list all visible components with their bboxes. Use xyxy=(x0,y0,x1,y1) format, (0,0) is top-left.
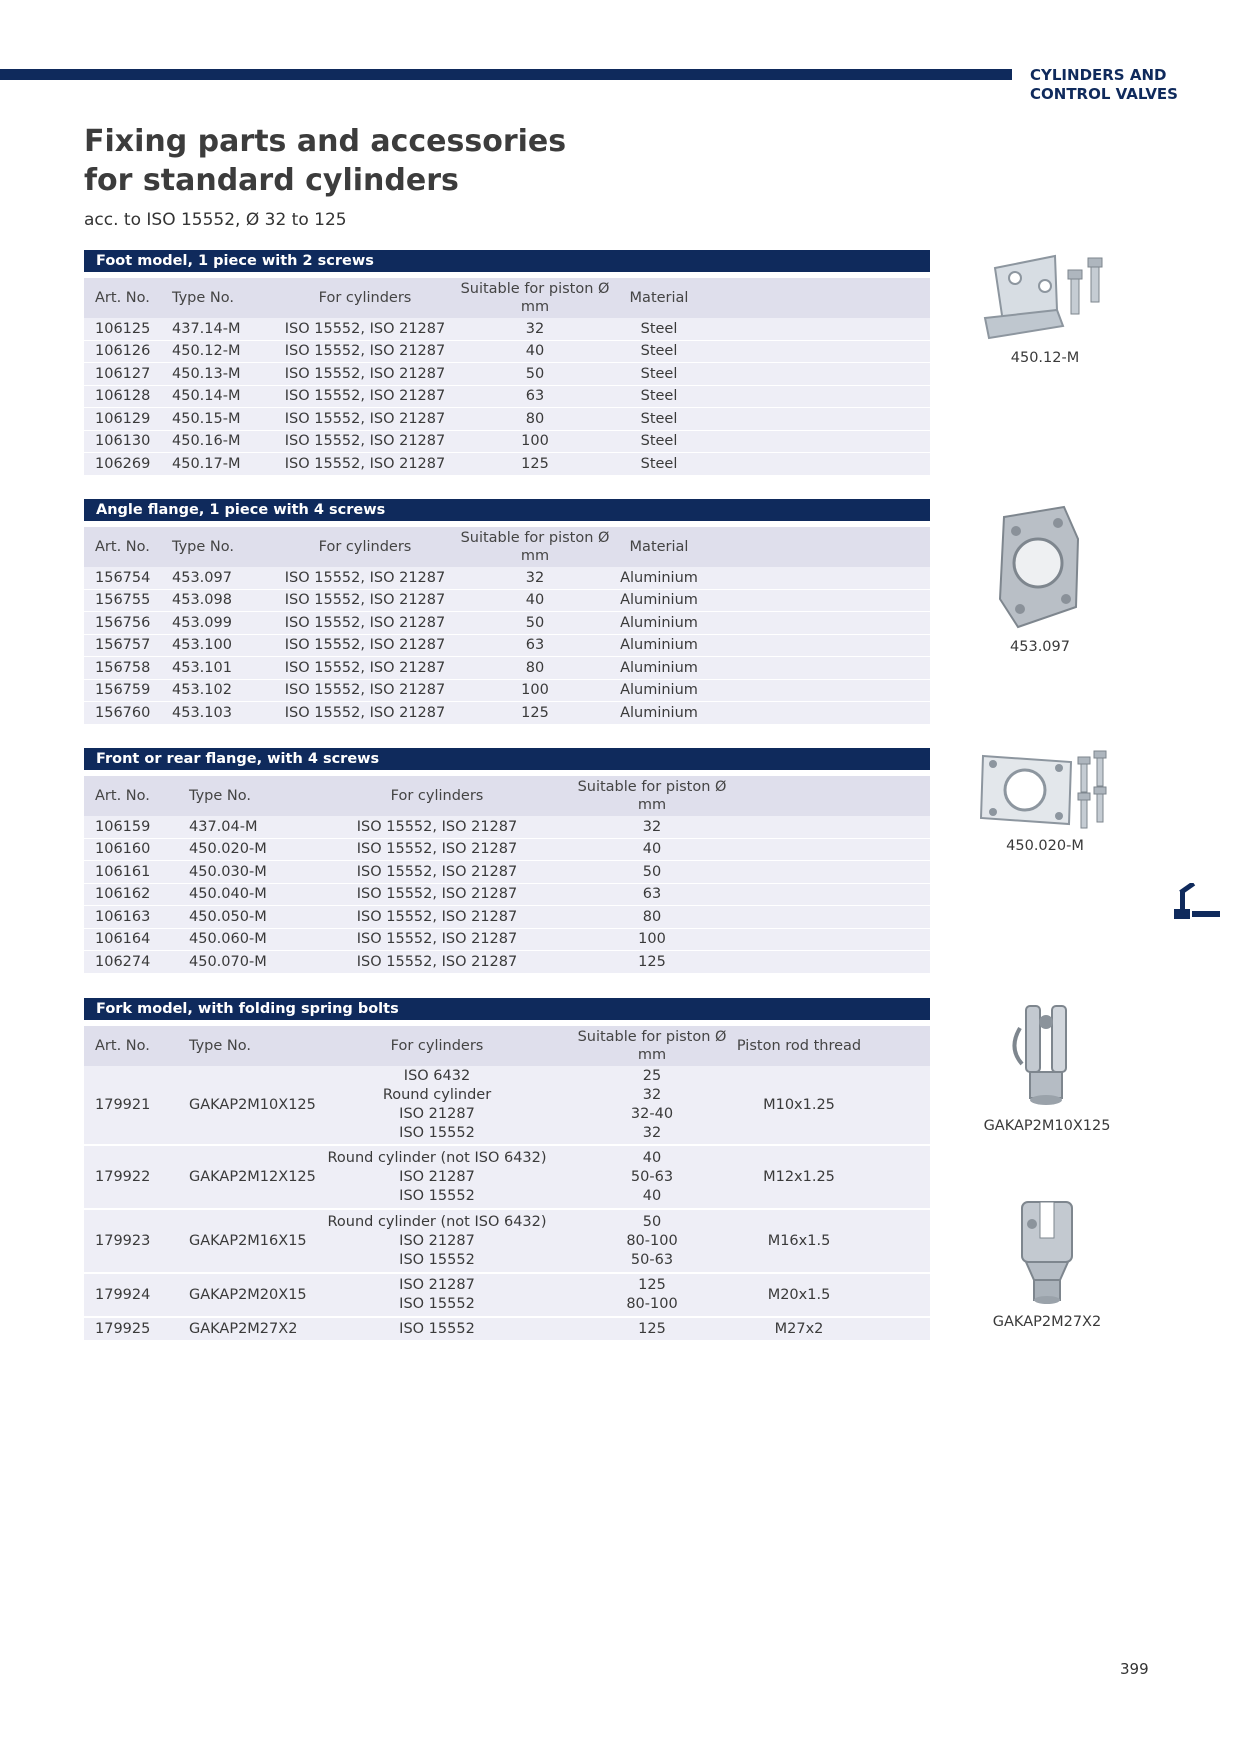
table-header xyxy=(84,278,930,318)
cell-material: Steel xyxy=(640,365,678,382)
cell-type-no: GAKAP2M10X125 xyxy=(189,1097,316,1113)
cell-for-cylinders: ISO 15552, ISO 21287 xyxy=(356,818,518,835)
cell-for-cylinders: ISO 15552, ISO 21287 xyxy=(356,863,518,880)
product-foot-bracket xyxy=(970,248,1120,366)
cell-art-no: 106125 xyxy=(95,320,151,337)
cell-material: Aluminium xyxy=(620,614,698,631)
table-row xyxy=(84,816,930,839)
col-for-cylinders: For cylinders xyxy=(318,539,412,555)
cell-piston-rod-thread: M16x1.5 xyxy=(767,1233,831,1249)
piston-entry: 50 xyxy=(642,1213,662,1230)
table-row xyxy=(84,929,930,952)
cell-art-no: 106127 xyxy=(95,365,151,382)
cell-type-no: 450.050-M xyxy=(189,908,267,925)
cell-type-no: 437.14-M xyxy=(172,320,241,337)
piston-entry: 40 xyxy=(642,1187,662,1204)
cell-piston xyxy=(567,1066,737,1144)
cell-material: Aluminium xyxy=(620,704,698,721)
cell-for-cylinders: ISO 15552, ISO 21287 xyxy=(284,388,446,405)
cell-piston: 50 xyxy=(642,863,662,880)
cell-piston: 40 xyxy=(525,343,545,360)
cell-type-no: 450.12-M xyxy=(172,343,241,360)
cell-art-no: 106126 xyxy=(95,343,151,360)
product-rod-clevis xyxy=(972,1196,1122,1330)
cell-art-no: 156754 xyxy=(95,569,151,586)
cell-material: Aluminium xyxy=(620,592,698,609)
cylinder-entry: ISO 15552 xyxy=(399,1251,475,1268)
table-row xyxy=(84,567,930,590)
piston-entry: 40 xyxy=(642,1149,662,1166)
flange-plate-icon xyxy=(975,748,1115,832)
col-material: Material xyxy=(629,290,689,306)
cell-piston xyxy=(567,1210,737,1272)
cell-piston: 125 xyxy=(521,704,549,721)
table-row xyxy=(84,341,930,364)
product-label: 450.020-M xyxy=(1006,838,1084,854)
table-row xyxy=(84,318,930,341)
cell-art-no: 179922 xyxy=(95,1169,151,1185)
section-title: Foot model, 1 piece with 2 screws xyxy=(84,250,930,272)
cell-type-no: 453.099 xyxy=(172,614,232,631)
cell-type-no: 453.102 xyxy=(172,682,232,699)
cell-for-cylinders: ISO 15552, ISO 21287 xyxy=(284,592,446,609)
section-front-rear-flange xyxy=(84,748,930,974)
cell-type-no: 450.17-M xyxy=(172,455,241,472)
col-art-no: Art. No. xyxy=(95,788,150,804)
col-piston xyxy=(450,527,620,567)
cell-piston: 40 xyxy=(525,592,545,609)
cell-piston: 80 xyxy=(525,410,545,427)
cell-for-cylinders: ISO 15552, ISO 21287 xyxy=(356,841,518,858)
cell-piston: 32 xyxy=(525,320,545,337)
cell-type-no: 450.020-M xyxy=(189,841,267,858)
cell-piston: 100 xyxy=(521,682,549,699)
cell-type-no: 450.060-M xyxy=(189,931,267,948)
product-angle-flange xyxy=(965,503,1115,655)
product-flange-plate xyxy=(970,748,1120,854)
cell-for-cylinders: ISO 15552, ISO 21287 xyxy=(284,659,446,676)
col-for-cylinders: For cylinders xyxy=(390,1038,484,1054)
cell-piston: 40 xyxy=(642,841,662,858)
section-title: Angle flange, 1 piece with 4 screws xyxy=(84,499,930,521)
cell-art-no: 106161 xyxy=(95,863,151,880)
cell-art-no: 156760 xyxy=(95,704,151,721)
cylinder-entry: ISO 15552 xyxy=(399,1296,475,1312)
cylinder-entry: ISO 21287 xyxy=(399,1106,475,1122)
table-row xyxy=(84,884,930,907)
cell-type-no: 450.16-M xyxy=(172,433,241,450)
cell-type-no: GAKAP2M20X15 xyxy=(189,1287,307,1303)
cell-for-cylinders: ISO 15552, ISO 21287 xyxy=(284,320,446,337)
table-row xyxy=(84,1066,930,1146)
cell-type-no: 450.040-M xyxy=(189,886,267,903)
piston-entry: 32-40 xyxy=(630,1106,674,1122)
cell-material: Aluminium xyxy=(620,569,698,586)
col-piston xyxy=(450,278,620,318)
cell-for-cylinders: ISO 15552, ISO 21287 xyxy=(356,886,518,903)
table-row xyxy=(84,951,930,974)
cell-piston-rod-thread: M20x1.5 xyxy=(767,1287,831,1303)
cell-for-cylinders: ISO 15552, ISO 21287 xyxy=(284,682,446,699)
piston-entry: 80-100 xyxy=(626,1296,678,1312)
table-row xyxy=(84,453,930,476)
cell-piston: 100 xyxy=(638,931,666,948)
page-title-line1: Fixing parts and accessories xyxy=(84,124,567,159)
cylinder-entry: ISO 21287 xyxy=(399,1232,475,1249)
col-piston-unit: mm xyxy=(520,299,550,315)
col-art-no: Art. No. xyxy=(95,290,150,306)
table-row xyxy=(84,657,930,680)
cell-for-cylinders: ISO 15552, ISO 21287 xyxy=(356,908,518,925)
cell-art-no: 179925 xyxy=(95,1321,151,1337)
table-row xyxy=(84,1146,930,1210)
col-type-no: Type No. xyxy=(189,788,251,804)
col-piston-unit: mm xyxy=(637,1047,667,1063)
cell-piston-rod-thread: M10x1.25 xyxy=(763,1097,835,1113)
table-row xyxy=(84,431,930,454)
cell-piston-rod-thread: M12x1.25 xyxy=(763,1169,835,1185)
cell-piston: 32 xyxy=(642,818,662,835)
col-piston-unit: mm xyxy=(520,548,550,564)
cell-art-no: 106274 xyxy=(95,953,151,970)
section-title: Front or rear flange, with 4 screws xyxy=(84,748,930,770)
cell-art-no: 156758 xyxy=(95,659,151,676)
table-row xyxy=(84,635,930,658)
cell-material: Steel xyxy=(640,455,678,472)
cell-art-no: 106128 xyxy=(95,388,151,405)
table-header xyxy=(84,527,930,567)
col-piston xyxy=(567,1026,737,1066)
cell-piston: 50 xyxy=(525,614,545,631)
cell-for-cylinders xyxy=(327,1146,547,1208)
cell-art-no: 106164 xyxy=(95,931,151,948)
table-row xyxy=(84,363,930,386)
cell-piston: 50 xyxy=(525,365,545,382)
cell-art-no: 179923 xyxy=(95,1233,151,1249)
col-piston-label: Suitable for piston Ø xyxy=(460,530,610,546)
cell-material: Aluminium xyxy=(620,682,698,699)
cell-art-no: 106160 xyxy=(95,841,151,858)
cell-type-no: 453.100 xyxy=(172,637,232,654)
cylinder-entry: ISO 15552 xyxy=(399,1125,475,1141)
cylinder-entry: ISO 15552 xyxy=(399,1187,475,1204)
col-art-no: Art. No. xyxy=(95,539,150,555)
cell-piston xyxy=(567,1274,737,1316)
piston-entry: 50-63 xyxy=(630,1168,674,1185)
cell-piston-rod-thread: M27x2 xyxy=(774,1321,824,1337)
cell-material: Steel xyxy=(640,410,678,427)
cell-for-cylinders: ISO 15552, ISO 21287 xyxy=(284,410,446,427)
cell-type-no: 453.103 xyxy=(172,704,232,721)
cell-for-cylinders: ISO 15552, ISO 21287 xyxy=(356,953,518,970)
cell-type-no: GAKAP2M27X2 xyxy=(189,1321,298,1337)
cell-type-no: GAKAP2M16X15 xyxy=(189,1233,307,1249)
cell-type-no: 450.13-M xyxy=(172,365,241,382)
cell-type-no: 453.101 xyxy=(172,659,232,676)
col-piston-label: Suitable for piston Ø xyxy=(577,779,727,795)
cell-art-no: 156759 xyxy=(95,682,151,699)
cylinder-entry: Round cylinder (not ISO 6432) xyxy=(327,1213,547,1230)
category-label xyxy=(1030,66,1178,104)
col-piston-label: Suitable for piston Ø xyxy=(577,1029,727,1045)
page-title-line2: for standard cylinders xyxy=(84,163,459,198)
col-piston xyxy=(567,776,737,816)
cell-piston: 63 xyxy=(525,637,545,654)
table-row xyxy=(84,839,930,862)
col-for-cylinders: For cylinders xyxy=(390,788,484,804)
cell-material: Steel xyxy=(640,343,678,360)
cell-for-cylinders: ISO 15552, ISO 21287 xyxy=(284,343,446,360)
col-for-cylinders: For cylinders xyxy=(318,290,412,306)
cell-material: Aluminium xyxy=(620,659,698,676)
cell-piston: 125 xyxy=(638,1321,666,1337)
page-title xyxy=(84,122,566,200)
piston-entry: 50-63 xyxy=(630,1251,674,1268)
cell-piston: 125 xyxy=(638,953,666,970)
cell-for-cylinders: ISO 15552, ISO 21287 xyxy=(284,455,446,472)
page-number: 399 xyxy=(1120,1660,1149,1678)
cylinder-entry: ISO 21287 xyxy=(399,1277,475,1293)
section-fork-model xyxy=(84,998,930,1342)
cylinder-entry: Round cylinder xyxy=(382,1087,492,1103)
cell-art-no: 106130 xyxy=(95,433,151,450)
cell-art-no: 106269 xyxy=(95,455,151,472)
cell-type-no: 450.030-M xyxy=(189,863,267,880)
header-bar xyxy=(0,69,1012,80)
cell-for-cylinders: ISO 15552, ISO 21287 xyxy=(284,614,446,631)
cell-art-no: 106163 xyxy=(95,908,151,925)
table-header xyxy=(84,1026,930,1066)
product-label: GAKAP2M27X2 xyxy=(992,1314,1102,1330)
section-title: Fork model, with folding spring bolts xyxy=(84,998,930,1020)
cell-piston: 63 xyxy=(642,886,662,903)
product-label: GAKAP2M10X125 xyxy=(983,1118,1111,1134)
angle-flange-icon xyxy=(980,503,1100,633)
cell-for-cylinders xyxy=(347,1274,527,1316)
rod-clevis-icon xyxy=(992,1196,1102,1308)
category-label-line2: CONTROL VALVES xyxy=(1030,85,1178,103)
page-subtitle: acc. to ISO 15552, Ø 32 to 125 xyxy=(84,210,347,230)
table-header xyxy=(84,776,930,816)
cell-piston xyxy=(567,1146,737,1208)
table-row xyxy=(84,861,930,884)
cell-for-cylinders: ISO 15552, ISO 21287 xyxy=(284,433,446,450)
table-row xyxy=(84,702,930,725)
cell-for-cylinders: ISO 15552 xyxy=(399,1321,475,1337)
cell-for-cylinders: ISO 15552, ISO 21287 xyxy=(284,569,446,586)
cell-material: Steel xyxy=(640,320,678,337)
col-art-no: Art. No. xyxy=(95,1038,150,1054)
piston-entry: 25 xyxy=(642,1068,662,1084)
cell-piston: 100 xyxy=(521,433,549,450)
cell-for-cylinders xyxy=(347,1066,527,1144)
table-row xyxy=(84,386,930,409)
cell-for-cylinders xyxy=(327,1210,547,1272)
cylinder-entry: ISO 6432 xyxy=(403,1068,471,1084)
product-label: 450.12-M xyxy=(1010,350,1080,366)
cell-art-no: 179924 xyxy=(95,1287,151,1303)
cell-type-no: 453.097 xyxy=(172,569,232,586)
cell-art-no: 106159 xyxy=(95,818,151,835)
cell-for-cylinders: ISO 15552, ISO 21287 xyxy=(284,704,446,721)
col-type-no: Type No. xyxy=(189,1038,251,1054)
cell-art-no: 106162 xyxy=(95,886,151,903)
cell-material: Aluminium xyxy=(620,637,698,654)
cell-for-cylinders: ISO 15552, ISO 21287 xyxy=(284,365,446,382)
table-row xyxy=(84,906,930,929)
table-row xyxy=(84,590,930,613)
cell-type-no: 450.15-M xyxy=(172,410,241,427)
cell-art-no: 156757 xyxy=(95,637,151,654)
piston-entry: 32 xyxy=(642,1125,662,1141)
table-row xyxy=(84,612,930,635)
fork-clevis-icon xyxy=(992,1000,1102,1112)
cell-piston: 80 xyxy=(525,659,545,676)
cell-piston: 63 xyxy=(525,388,545,405)
col-piston-unit: mm xyxy=(637,797,667,813)
section-foot-model xyxy=(84,250,930,476)
table-row xyxy=(84,1318,930,1342)
cell-piston: 80 xyxy=(642,908,662,925)
cell-piston: 125 xyxy=(521,455,549,472)
cell-type-no: 453.098 xyxy=(172,592,232,609)
cell-type-no: 437.04-M xyxy=(189,818,258,835)
section-angle-flange xyxy=(84,499,930,725)
product-fork-clevis xyxy=(972,1000,1122,1134)
cell-material: Steel xyxy=(640,433,678,450)
foot-bracket-icon xyxy=(975,248,1115,344)
cell-art-no: 156756 xyxy=(95,614,151,631)
cell-material: Steel xyxy=(640,388,678,405)
cylinder-entry: Round cylinder (not ISO 6432) xyxy=(327,1149,547,1166)
category-label-line1: CYLINDERS AND xyxy=(1030,66,1167,84)
cylinder-entry: ISO 21287 xyxy=(399,1168,475,1185)
cell-piston: 32 xyxy=(525,569,545,586)
side-category-marker xyxy=(1174,883,1220,923)
cell-type-no: GAKAP2M12X125 xyxy=(189,1169,316,1185)
table-row xyxy=(84,1274,930,1318)
table-row xyxy=(84,680,930,703)
product-label: 453.097 xyxy=(1010,639,1070,655)
col-material: Material xyxy=(629,539,689,555)
col-piston-label: Suitable for piston Ø xyxy=(460,281,610,297)
cell-for-cylinders: ISO 15552, ISO 21287 xyxy=(284,637,446,654)
piston-entry: 80-100 xyxy=(626,1232,678,1249)
cell-type-no: 450.070-M xyxy=(189,953,267,970)
col-type-no: Type No. xyxy=(172,539,234,555)
table-row xyxy=(84,1210,930,1274)
table-row xyxy=(84,408,930,431)
cylinder-category-icon xyxy=(1174,883,1220,919)
cell-art-no: 106129 xyxy=(95,410,151,427)
cell-for-cylinders: ISO 15552, ISO 21287 xyxy=(356,931,518,948)
piston-entry: 125 xyxy=(638,1277,666,1293)
cell-art-no: 156755 xyxy=(95,592,151,609)
col-piston-rod-thread: Piston rod thread xyxy=(736,1038,862,1054)
col-type-no: Type No. xyxy=(172,290,234,306)
cell-type-no: 450.14-M xyxy=(172,388,241,405)
cell-art-no: 179921 xyxy=(95,1097,151,1113)
piston-entry: 32 xyxy=(642,1087,662,1103)
